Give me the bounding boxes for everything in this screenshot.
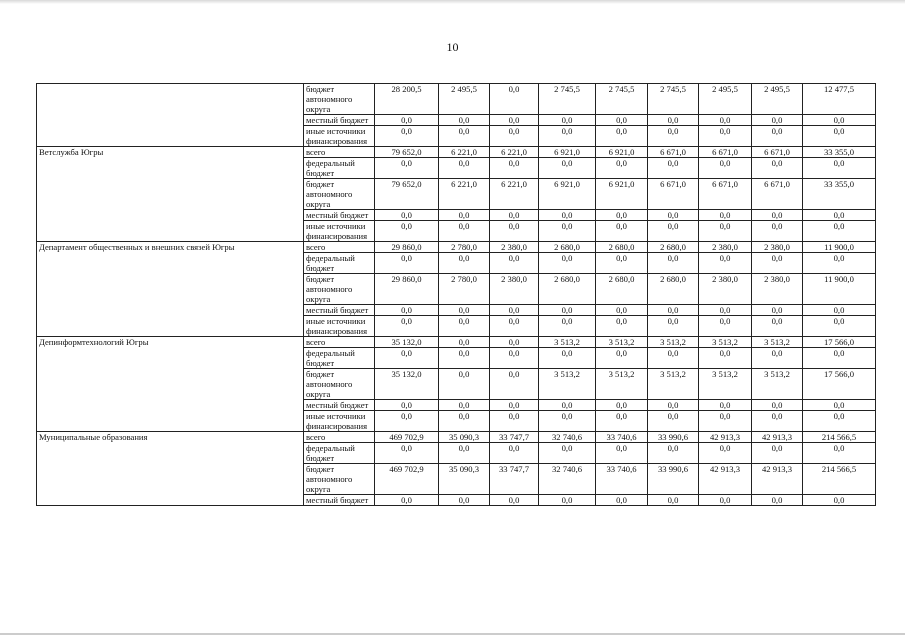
- value-cell: 2 680,0: [596, 274, 648, 305]
- funding-source-cell: всего: [304, 242, 375, 253]
- value-cell: 11 900,0: [803, 274, 876, 305]
- value-cell: 3 513,2: [596, 337, 648, 348]
- value-cell: 2 495,5: [439, 84, 490, 115]
- page-number: 10: [446, 40, 459, 54]
- value-cell: 0,0: [648, 411, 699, 432]
- value-cell: 0,0: [752, 126, 803, 147]
- funding-source-cell: всего: [304, 337, 375, 348]
- value-cell: 0,0: [596, 495, 648, 506]
- value-cell: 0,0: [803, 400, 876, 411]
- value-cell: 0,0: [375, 305, 439, 316]
- value-cell: 3 513,2: [539, 337, 596, 348]
- funding-source-cell: местный бюджет: [304, 495, 375, 506]
- value-cell: 0,0: [699, 495, 752, 506]
- value-cell: 0,0: [439, 400, 490, 411]
- value-cell: 2 380,0: [752, 242, 803, 253]
- value-cell: 2 380,0: [752, 274, 803, 305]
- value-cell: 214 566,5: [803, 464, 876, 495]
- table-row: [37, 242, 876, 253]
- value-cell: 0,0: [699, 210, 752, 221]
- value-cell: 0,0: [752, 210, 803, 221]
- table-body: [37, 84, 876, 506]
- value-cell: 0,0: [439, 316, 490, 337]
- value-cell: 0,0: [596, 126, 648, 147]
- value-cell: 0,0: [699, 348, 752, 369]
- value-cell: 0,0: [375, 316, 439, 337]
- value-cell: 35 132,0: [375, 369, 439, 400]
- funding-source-cell: иные источники финансирования: [304, 126, 375, 147]
- value-cell: 6 671,0: [752, 179, 803, 210]
- value-cell: 3 513,2: [648, 337, 699, 348]
- value-cell: 33 747,7: [490, 432, 539, 443]
- organization-cell: [37, 84, 304, 147]
- value-cell: 2 780,0: [439, 274, 490, 305]
- value-cell: 0,0: [596, 348, 648, 369]
- value-cell: 0,0: [439, 221, 490, 242]
- value-cell: 0,0: [375, 115, 439, 126]
- value-cell: 0,0: [699, 126, 752, 147]
- funding-source-cell: местный бюджет: [304, 115, 375, 126]
- value-cell: 0,0: [490, 115, 539, 126]
- value-cell: 33 740,6: [596, 464, 648, 495]
- value-cell: 0,0: [752, 411, 803, 432]
- table-row: [37, 84, 876, 115]
- value-cell: 0,0: [699, 305, 752, 316]
- value-cell: 0,0: [699, 443, 752, 464]
- funding-source-cell: федеральный бюджет: [304, 158, 375, 179]
- value-cell: 79 652,0: [375, 179, 439, 210]
- value-cell: 0,0: [803, 305, 876, 316]
- value-cell: 6 921,0: [596, 147, 648, 158]
- value-cell: 0,0: [648, 495, 699, 506]
- value-cell: 3 513,2: [752, 337, 803, 348]
- value-cell: 0,0: [648, 126, 699, 147]
- value-cell: 0,0: [596, 443, 648, 464]
- value-cell: 2 680,0: [648, 242, 699, 253]
- value-cell: 6 671,0: [648, 179, 699, 210]
- value-cell: 0,0: [490, 369, 539, 400]
- value-cell: 2 745,5: [539, 84, 596, 115]
- table-row: [37, 432, 876, 443]
- value-cell: 0,0: [490, 305, 539, 316]
- value-cell: 0,0: [539, 411, 596, 432]
- value-cell: 0,0: [490, 495, 539, 506]
- value-cell: 0,0: [803, 253, 876, 274]
- value-cell: 33 355,0: [803, 147, 876, 158]
- funding-source-cell: иные источники финансирования: [304, 316, 375, 337]
- value-cell: 0,0: [439, 443, 490, 464]
- funding-source-cell: местный бюджет: [304, 210, 375, 221]
- value-cell: 17 566,0: [803, 369, 876, 400]
- organization-cell: Департамент общественных и внешних связей Югры: [37, 242, 304, 337]
- value-cell: 0,0: [699, 115, 752, 126]
- value-cell: 0,0: [375, 158, 439, 179]
- value-cell: 0,0: [699, 253, 752, 274]
- funding-source-cell: иные источники финансирования: [304, 411, 375, 432]
- value-cell: 35 132,0: [375, 337, 439, 348]
- value-cell: 0,0: [539, 210, 596, 221]
- value-cell: 0,0: [439, 411, 490, 432]
- budget-table: [36, 83, 876, 506]
- value-cell: 0,0: [648, 305, 699, 316]
- value-cell: 469 702,9: [375, 464, 439, 495]
- value-cell: 0,0: [490, 158, 539, 179]
- value-cell: 0,0: [699, 400, 752, 411]
- value-cell: 0,0: [375, 400, 439, 411]
- value-cell: 0,0: [648, 158, 699, 179]
- value-cell: 0,0: [490, 400, 539, 411]
- value-cell: 0,0: [439, 305, 490, 316]
- value-cell: 0,0: [596, 158, 648, 179]
- value-cell: 0,0: [490, 126, 539, 147]
- value-cell: 42 913,3: [699, 464, 752, 495]
- value-cell: 0,0: [803, 158, 876, 179]
- value-cell: 0,0: [490, 253, 539, 274]
- value-cell: 33 740,6: [596, 432, 648, 443]
- value-cell: 35 090,3: [439, 432, 490, 443]
- value-cell: 0,0: [803, 495, 876, 506]
- value-cell: 0,0: [539, 126, 596, 147]
- value-cell: 0,0: [596, 400, 648, 411]
- value-cell: 0,0: [699, 411, 752, 432]
- value-cell: 0,0: [539, 348, 596, 369]
- value-cell: 0,0: [375, 221, 439, 242]
- value-cell: 0,0: [490, 411, 539, 432]
- value-cell: 0,0: [699, 316, 752, 337]
- value-cell: 2 380,0: [490, 274, 539, 305]
- value-cell: 0,0: [752, 348, 803, 369]
- value-cell: 2 680,0: [539, 242, 596, 253]
- value-cell: 0,0: [596, 210, 648, 221]
- value-cell: 0,0: [752, 400, 803, 411]
- value-cell: 2 495,5: [752, 84, 803, 115]
- value-cell: 6 221,0: [490, 179, 539, 210]
- table-row: [37, 337, 876, 348]
- value-cell: 0,0: [803, 443, 876, 464]
- value-cell: 0,0: [648, 400, 699, 411]
- value-cell: 0,0: [752, 221, 803, 242]
- value-cell: 32 740,6: [539, 432, 596, 443]
- value-cell: 0,0: [375, 126, 439, 147]
- value-cell: 0,0: [596, 115, 648, 126]
- value-cell: 0,0: [439, 126, 490, 147]
- value-cell: 6 221,0: [439, 179, 490, 210]
- value-cell: 0,0: [752, 495, 803, 506]
- value-cell: 0,0: [699, 221, 752, 242]
- value-cell: 0,0: [803, 316, 876, 337]
- value-cell: 0,0: [699, 158, 752, 179]
- value-cell: 0,0: [375, 443, 439, 464]
- funding-source-cell: бюджет автономного округа: [304, 274, 375, 305]
- funding-source-cell: федеральный бюджет: [304, 348, 375, 369]
- value-cell: 0,0: [539, 253, 596, 274]
- value-cell: 2 380,0: [699, 274, 752, 305]
- value-cell: 6 221,0: [490, 147, 539, 158]
- value-cell: 0,0: [490, 210, 539, 221]
- value-cell: 0,0: [490, 221, 539, 242]
- value-cell: 0,0: [596, 305, 648, 316]
- value-cell: 0,0: [490, 337, 539, 348]
- funding-source-cell: федеральный бюджет: [304, 253, 375, 274]
- value-cell: 0,0: [539, 316, 596, 337]
- value-cell: 0,0: [752, 443, 803, 464]
- value-cell: 2 380,0: [490, 242, 539, 253]
- value-cell: 0,0: [803, 411, 876, 432]
- funding-source-cell: всего: [304, 432, 375, 443]
- funding-source-cell: федеральный бюджет: [304, 443, 375, 464]
- value-cell: 3 513,2: [539, 369, 596, 400]
- value-cell: 0,0: [439, 210, 490, 221]
- value-cell: 2 680,0: [596, 242, 648, 253]
- value-cell: 29 860,0: [375, 274, 439, 305]
- value-cell: 0,0: [648, 115, 699, 126]
- value-cell: 0,0: [648, 221, 699, 242]
- value-cell: 6 671,0: [699, 179, 752, 210]
- value-cell: 3 513,2: [699, 337, 752, 348]
- value-cell: 0,0: [439, 348, 490, 369]
- value-cell: 0,0: [375, 210, 439, 221]
- value-cell: 0,0: [539, 305, 596, 316]
- value-cell: 0,0: [752, 115, 803, 126]
- value-cell: 0,0: [490, 316, 539, 337]
- value-cell: 33 990,6: [648, 432, 699, 443]
- value-cell: 214 566,5: [803, 432, 876, 443]
- value-cell: 6 921,0: [596, 179, 648, 210]
- value-cell: 2 745,5: [648, 84, 699, 115]
- value-cell: 0,0: [596, 253, 648, 274]
- value-cell: 2 380,0: [699, 242, 752, 253]
- value-cell: 6 921,0: [539, 147, 596, 158]
- value-cell: 79 652,0: [375, 147, 439, 158]
- value-cell: 6 671,0: [648, 147, 699, 158]
- value-cell: 0,0: [803, 126, 876, 147]
- scan-edge-bottom: [0, 633, 905, 635]
- value-cell: 0,0: [648, 348, 699, 369]
- value-cell: 0,0: [803, 221, 876, 242]
- organization-cell: Депинформтехнологий Югры: [37, 337, 304, 432]
- value-cell: 0,0: [490, 443, 539, 464]
- funding-source-cell: местный бюджет: [304, 305, 375, 316]
- value-cell: 0,0: [539, 158, 596, 179]
- value-cell: 0,0: [439, 369, 490, 400]
- funding-source-cell: бюджет автономного округа: [304, 84, 375, 115]
- value-cell: 33 990,6: [648, 464, 699, 495]
- value-cell: 42 913,3: [752, 464, 803, 495]
- value-cell: 2 680,0: [648, 274, 699, 305]
- funding-source-cell: бюджет автономного округа: [304, 179, 375, 210]
- value-cell: 0,0: [803, 348, 876, 369]
- value-cell: 0,0: [596, 221, 648, 242]
- value-cell: 0,0: [648, 316, 699, 337]
- value-cell: 35 090,3: [439, 464, 490, 495]
- funding-source-cell: бюджет автономного округа: [304, 464, 375, 495]
- value-cell: 0,0: [490, 84, 539, 115]
- value-cell: 42 913,3: [699, 432, 752, 443]
- value-cell: 6 671,0: [752, 147, 803, 158]
- value-cell: 3 513,2: [699, 369, 752, 400]
- value-cell: 0,0: [539, 443, 596, 464]
- value-cell: 0,0: [648, 443, 699, 464]
- value-cell: 0,0: [375, 411, 439, 432]
- value-cell: 0,0: [439, 337, 490, 348]
- value-cell: 0,0: [439, 158, 490, 179]
- value-cell: 11 900,0: [803, 242, 876, 253]
- funding-source-cell: местный бюджет: [304, 400, 375, 411]
- value-cell: 2 780,0: [439, 242, 490, 253]
- value-cell: 0,0: [439, 495, 490, 506]
- value-cell: 2 495,5: [699, 84, 752, 115]
- value-cell: 0,0: [375, 348, 439, 369]
- funding-source-cell: бюджет автономного округа: [304, 369, 375, 400]
- value-cell: 6 921,0: [539, 179, 596, 210]
- value-cell: 17 566,0: [803, 337, 876, 348]
- value-cell: 29 860,0: [375, 242, 439, 253]
- value-cell: 0,0: [439, 115, 490, 126]
- scan-edge-top: [0, 0, 905, 4]
- value-cell: 12 477,5: [803, 84, 876, 115]
- value-cell: 0,0: [375, 495, 439, 506]
- value-cell: 0,0: [539, 221, 596, 242]
- value-cell: 28 200,5: [375, 84, 439, 115]
- value-cell: 0,0: [648, 253, 699, 274]
- value-cell: 33 355,0: [803, 179, 876, 210]
- value-cell: 2 680,0: [539, 274, 596, 305]
- value-cell: 0,0: [752, 305, 803, 316]
- value-cell: 3 513,2: [752, 369, 803, 400]
- value-cell: 2 745,5: [596, 84, 648, 115]
- value-cell: 0,0: [803, 115, 876, 126]
- value-cell: 0,0: [752, 316, 803, 337]
- value-cell: 3 513,2: [596, 369, 648, 400]
- value-cell: 0,0: [648, 210, 699, 221]
- funding-source-cell: всего: [304, 147, 375, 158]
- value-cell: 33 747,7: [490, 464, 539, 495]
- value-cell: 0,0: [539, 400, 596, 411]
- value-cell: 6 221,0: [439, 147, 490, 158]
- value-cell: 6 671,0: [699, 147, 752, 158]
- value-cell: 0,0: [752, 253, 803, 274]
- value-cell: 42 913,3: [752, 432, 803, 443]
- table-row: [37, 147, 876, 158]
- value-cell: 32 740,6: [539, 464, 596, 495]
- value-cell: 469 702,9: [375, 432, 439, 443]
- organization-cell: Ветслужба Югры: [37, 147, 304, 242]
- value-cell: 0,0: [752, 158, 803, 179]
- organization-cell: Муниципальные образования: [37, 432, 304, 506]
- value-cell: 0,0: [539, 495, 596, 506]
- value-cell: 0,0: [439, 253, 490, 274]
- value-cell: 0,0: [803, 210, 876, 221]
- value-cell: 0,0: [596, 411, 648, 432]
- value-cell: 3 513,2: [648, 369, 699, 400]
- funding-source-cell: иные источники финансирования: [304, 221, 375, 242]
- value-cell: 0,0: [539, 115, 596, 126]
- value-cell: 0,0: [490, 348, 539, 369]
- value-cell: 0,0: [375, 253, 439, 274]
- value-cell: 0,0: [596, 316, 648, 337]
